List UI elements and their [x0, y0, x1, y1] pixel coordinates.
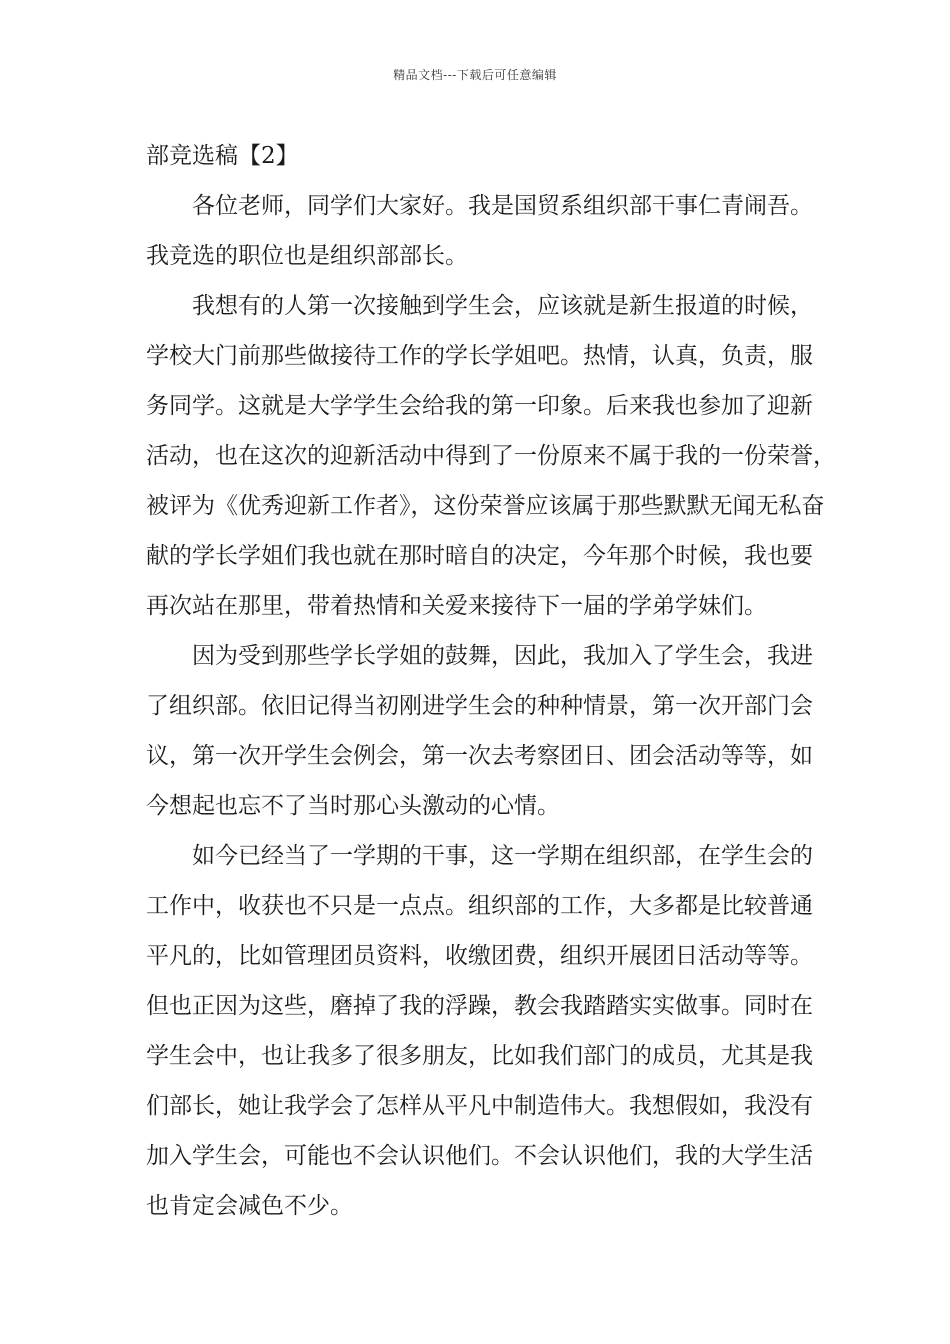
- text-line: 献的学长学姐们我也就在那时暗自的决定，今年那个时候，我也要: [146, 543, 813, 569]
- text-line: 了组织部。依旧记得当初刚进学生会的种种情景，第一次开部门会: [146, 693, 813, 719]
- document-body: [146, 131, 836, 1231]
- text-line: 因为受到那些学长学姐的鼓舞，因此，我加入了学生会，我进: [192, 643, 813, 669]
- text-line: 加入学生会，可能也不会认识他们。不会认识他们，我的大学生活: [146, 1143, 813, 1169]
- paragraph-4: [146, 831, 826, 1231]
- paragraph-2: [146, 281, 836, 631]
- text-line: 但也正因为这些，磨掉了我的浮躁，教会我踏踏实实做事。同时在: [146, 993, 813, 1019]
- text-line: 被评为《优秀迎新工作者》，这份荣誉应该属于那些默默无闻无私奋: [146, 493, 825, 519]
- text-line: 学生会中，也让我多了很多朋友，比如我们部门的成员，尤其是我: [146, 1043, 813, 1069]
- page-header: 精品文档---下载后可任意编辑: [393, 68, 557, 82]
- text-line: 也肯定会减色不少。: [146, 1193, 353, 1219]
- document-heading: 部竞选稿【2】: [146, 143, 299, 169]
- text-line: 如今已经当了一学期的干事，这一学期在组织部，在学生会的: [192, 843, 813, 869]
- text-line: 们部长，她让我学会了怎样从平凡中制造伟大。我想假如，我没有: [146, 1093, 813, 1119]
- text-line: 我竞选的职位也是组织部部长。: [146, 243, 468, 269]
- text-line: 务同学。这就是大学学生会给我的第一印象。后来我也参加了迎新: [146, 393, 813, 419]
- paragraph-3: [146, 631, 826, 831]
- text-line: 各位老师，同学们大家好。我是国贸系组织部干事仁青闹吾。: [192, 193, 813, 219]
- text-line: 我想有的人第一次接触到学生会，应该就是新生报道的时候，: [192, 293, 813, 319]
- text-line: 议，第一次开学生会例会，第一次去考察团日、团会活动等等，如: [146, 743, 813, 769]
- text-line: 平凡的，比如管理团员资料，收缴团费，组织开展团日活动等等。: [146, 943, 813, 969]
- text-line: 再次站在那里，带着热情和关爱来接待下一届的学弟学妹们。: [146, 593, 767, 619]
- text-line: 工作中，收获也不只是一点点。组织部的工作，大多都是比较普通: [146, 893, 813, 919]
- paragraph-1: [146, 181, 826, 281]
- text-line: 学校大门前那些做接待工作的学长学姐吧。热情，认真，负责，服: [146, 343, 813, 369]
- text-line: 活动，也在这次的迎新活动中得到了一份原来不属于我的一份荣誉，: [146, 443, 836, 469]
- text-line: 今想起也忘不了当时那心头激动的心情。: [146, 793, 560, 819]
